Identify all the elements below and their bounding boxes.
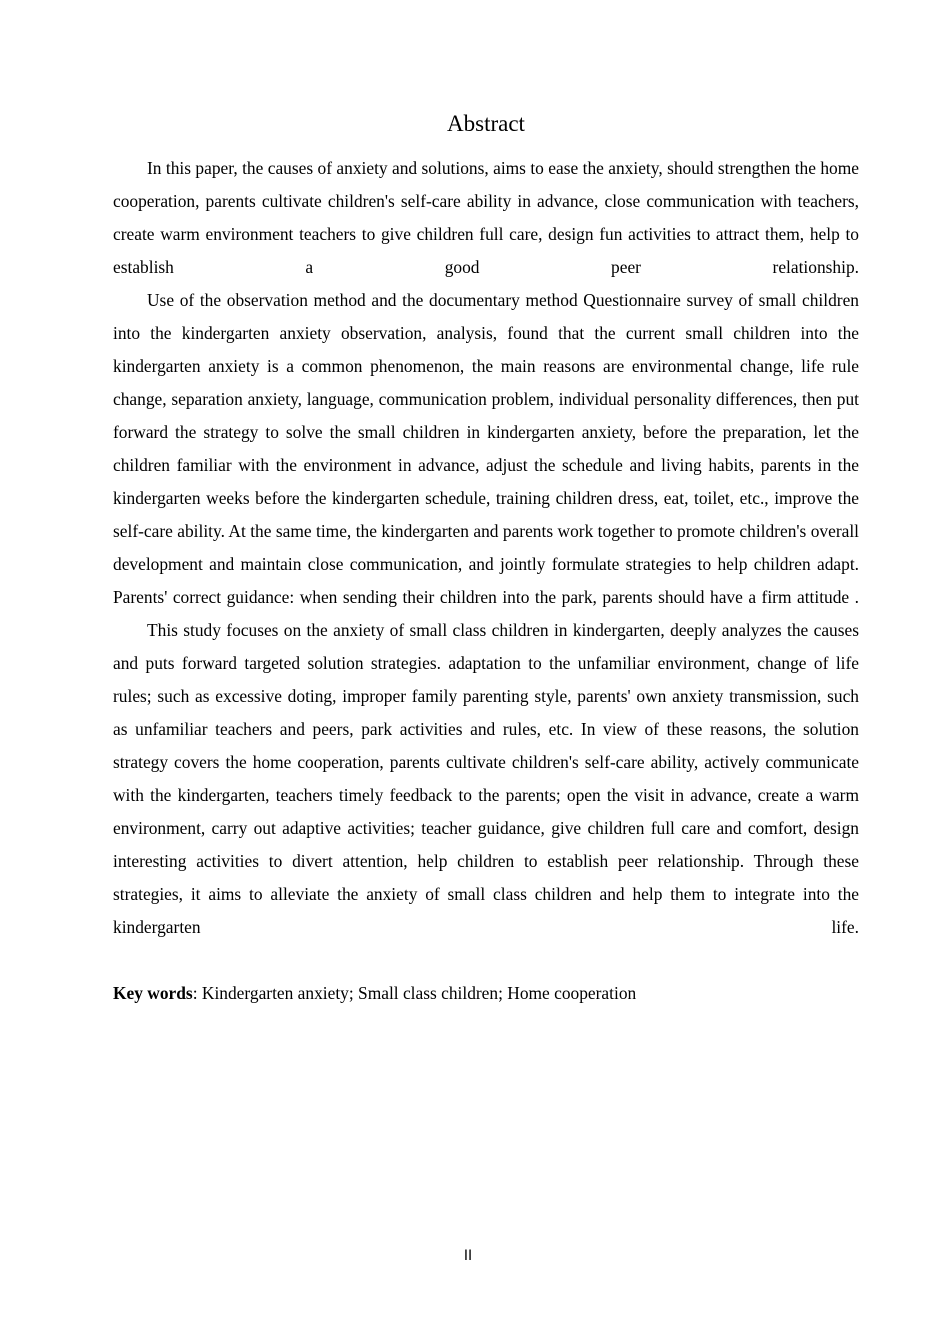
keywords-separator: : xyxy=(192,983,202,1003)
page-number: II xyxy=(463,1248,473,1264)
abstract-title: Abstract xyxy=(447,111,525,136)
abstract-paragraph-2: Use of the observation method and the documentary method Questionnaire survey of small children into the kindergarten anxiety observation, analysis, found that the current small children into the kindergarten anxiety is a common phenomenon, the main reasons are environmental change, life rule change, separation anxiety, language, communication problem, individual personality differences, then put forward the strategy to solve the small children in kindergarten anxiety, before the preparation, let the children familiar with the environment in advance, adjust the schedule and living habits, parents in the kindergarten weeks before the kindergarten schedule, training children dress, eat, toilet, etc., improve the self-care ability. At the same time, the kindergarten and parents work together to promote children's overall development and maintain close communication, and jointly formulate strategies to help children adapt. Parents' correct guidance: when sending their children into the park, parents should have a firm attitude . xyxy=(113,290,859,607)
abstract-paragraph-1: In this paper, the causes of anxiety and solutions, aims to ease the anxiety, should strengthen the home cooperation, parents cultivate children's self-care ability in advance, close communication with teachers, create warm environment teachers to give children full care, design fun activities to attract them, help to establish a good peer relationship. xyxy=(113,158,859,277)
keywords-line xyxy=(113,977,859,1010)
abstract-paragraph-3: This study focuses on the anxiety of small class children in kindergarten, deeply analyzes the causes and puts forward targeted solution strategies. adaptation to the unfamiliar environment, change of life rules; such as excessive doting, improper family parenting style, parents' own anxiety transmission, such as unfamiliar teachers and peers, park activities and rules, etc. In view of these reasons, the solution strategy covers the home cooperation, parents cultivate children's self-care ability, actively communicate with the kindergarten, teachers timely feedback to the parents; open the visit in advance, create a warm environment, carry out adaptive activities; teacher guidance, give children full care and comfort, design interesting activities to divert attention, help children to establish peer relationship. Through these strategies, it aims to alleviate the anxiety of small class children and help them to integrate into the kindergarten life. xyxy=(113,620,859,937)
keywords-value: Kindergarten anxiety; Small class children; Home cooperation xyxy=(201,983,637,1003)
keywords-label: Key words xyxy=(113,983,193,1003)
abstract-page xyxy=(113,108,859,1010)
